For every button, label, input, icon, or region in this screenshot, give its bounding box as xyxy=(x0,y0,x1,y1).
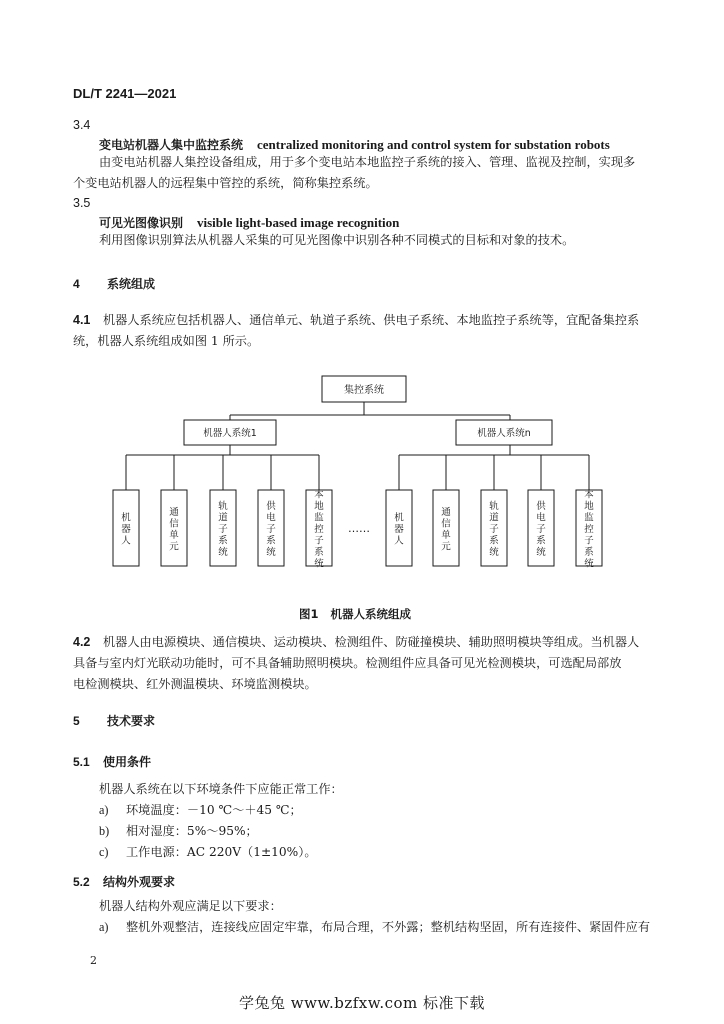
list-label: b) xyxy=(99,824,110,838)
clause-4-1-line1 xyxy=(73,309,639,331)
page-number: 2 xyxy=(90,954,97,967)
module-label: 机器人 xyxy=(394,512,404,547)
module-label: 轨道子系统 xyxy=(489,501,499,558)
term-number-3-5: 3.5 xyxy=(73,196,91,210)
list-text: 工作电源：AC 220V（1±10%）。 xyxy=(126,845,317,859)
clause-number: 4.1 xyxy=(73,313,91,327)
caption-text: 机器人系统组成 xyxy=(330,607,412,621)
module-label: 通信单元 xyxy=(169,506,179,553)
term-number-3-4: 3.4 xyxy=(73,118,91,132)
caption-number: 图1 xyxy=(299,607,319,621)
system-composition-diagram xyxy=(100,368,620,572)
subsection-intro: 机器人结构外观应满足以下要求： xyxy=(99,899,282,913)
module-label: 轨道子系统 xyxy=(218,501,228,558)
module-label: 本地监控子系统 xyxy=(314,489,324,570)
clause-4-1-line2: 统，机器人系统组成如图 1 所示。 xyxy=(73,334,260,348)
list-item xyxy=(99,820,258,842)
subsection-intro: 机器人系统在以下环境条件下应能正常工作： xyxy=(99,782,343,796)
section-title: 系统组成 xyxy=(107,277,156,291)
term-en: visible light-based image recognition xyxy=(197,215,400,230)
clause-text: 机器人由电源模块、通信模块、运动模块、检测组件、防碰撞模块、辅助照明模块等组成。当机器人 xyxy=(103,635,640,649)
subsection-5-1-heading xyxy=(73,753,151,770)
section-5-heading xyxy=(73,712,155,729)
right-group-label: 机器人系统n xyxy=(477,428,531,439)
section-title: 技术要求 xyxy=(107,714,156,728)
module-label: 本地监控子系统 xyxy=(584,489,594,570)
term-zh: 可见光图像识别 xyxy=(99,216,184,230)
term-en: centralized monitoring and control system for substation robots xyxy=(257,137,610,152)
term-def-line: 利用图像识别算法从机器人采集的可见光图像中识别各种不同模式的目标和对象的技术。 xyxy=(99,233,575,247)
clause-text: 机器人系统应包括机器人、通信单元、轨道子系统、供电子系统、本地监控子系统等，宜配备集控系 xyxy=(103,313,640,327)
top-box-label: 集控系统 xyxy=(344,385,384,396)
module-label: 供电子系统 xyxy=(266,501,276,558)
subsection-5-2-heading xyxy=(73,873,175,890)
list-item xyxy=(99,799,302,821)
left-group-label: 机器人系统1 xyxy=(203,428,257,439)
section-number: 4 xyxy=(73,277,80,291)
clause-4-2-line2: 具备与室内灯光联动功能时，可不具备辅助照明模块。检测组件应具备可见光检测模块，可选配局部放 xyxy=(73,656,622,670)
list-item xyxy=(99,841,317,863)
list-text: 环境温度：－10 ℃～＋45 ℃； xyxy=(126,803,302,817)
subsection-title: 使用条件 xyxy=(103,755,152,769)
module-label: 通信单元 xyxy=(441,506,451,553)
section-4-heading xyxy=(73,275,155,292)
subsection-number: 5.1 xyxy=(73,755,90,769)
site-watermark-footer: 学兔兔 www.bzfxw.com 标准下载 xyxy=(238,994,486,1012)
list-text: 整机外观整洁，连接线应固定牢靠，布局合理，不外露；整机结构坚固，所有连接件、紧固件应有 xyxy=(126,920,651,934)
term-zh: 变电站机器人集中监控系统 xyxy=(99,138,244,152)
term-def-line: 个变电站机器人的远程集中管控的系统，简称集控系统。 xyxy=(73,176,378,190)
list-label: c) xyxy=(99,845,109,859)
module-label: 机器人 xyxy=(121,512,131,547)
subsection-title: 结构外观要求 xyxy=(103,875,176,889)
clause-4-2-line1 xyxy=(73,631,639,653)
list-label: a) xyxy=(99,803,109,817)
section-number: 5 xyxy=(73,714,80,728)
clause-number: 4.2 xyxy=(73,635,91,649)
list-label: a) xyxy=(99,920,109,934)
clause-4-2-line3: 电检测模块、红外测温模块、环境监测模块。 xyxy=(73,677,317,691)
subsection-number: 5.2 xyxy=(73,875,90,889)
module-label: 供电子系统 xyxy=(536,501,546,558)
document-code: DL/T 2241—2021 xyxy=(73,86,177,101)
figure-caption xyxy=(299,606,411,622)
ellipsis: …… xyxy=(348,522,370,535)
term-def-line: 由变电站机器人集控设备组成，用于多个变电站本地监控子系统的接入、管理、监视及控制，实现多 xyxy=(99,155,636,169)
list-text: 相对湿度：5%～95%； xyxy=(126,824,258,838)
list-item xyxy=(99,916,650,938)
